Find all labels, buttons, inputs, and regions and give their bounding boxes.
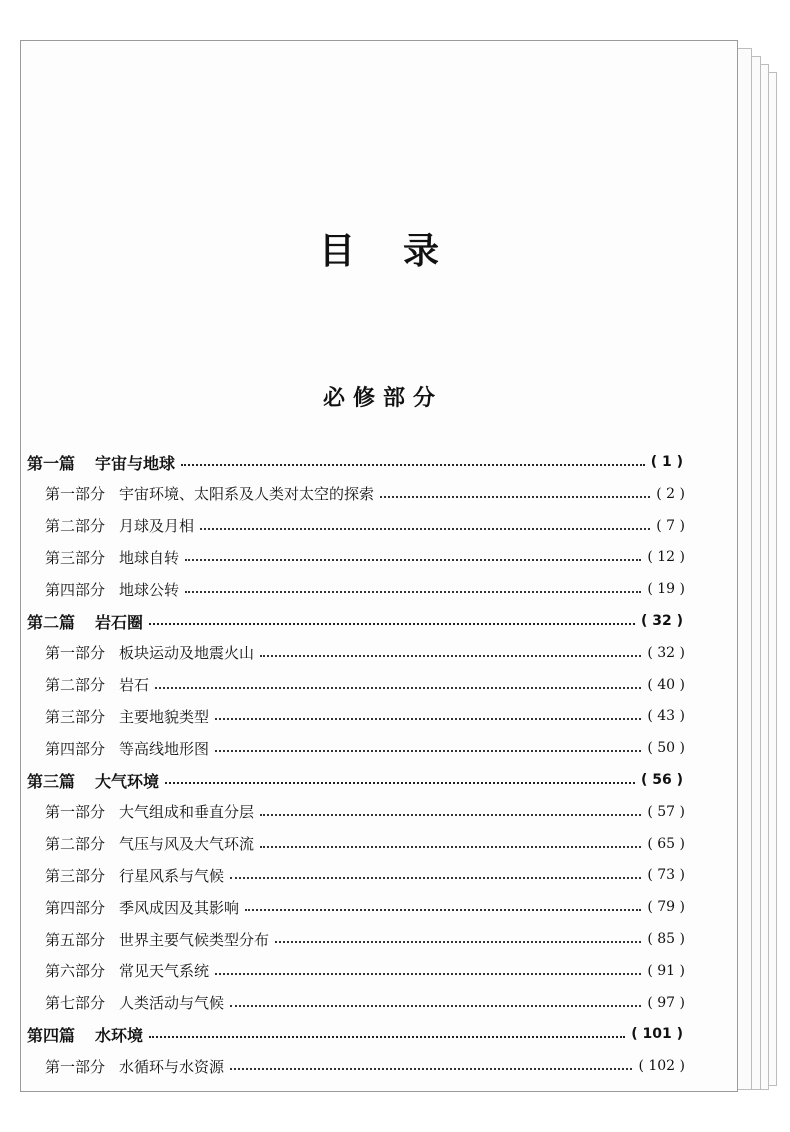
toc-page-number: ( 79 ): [647, 899, 685, 916]
toc-entry-title: 主要地貌类型: [119, 707, 210, 726]
toc-page: [20, 40, 738, 1092]
toc-page-number: ( 7 ): [656, 517, 685, 534]
toc-dot-leader: [165, 782, 635, 784]
page-edge-1: [738, 48, 752, 1090]
toc-dot-leader: [215, 718, 641, 720]
toc-part-entry: [27, 1021, 683, 1047]
toc-chapter-entry: [45, 544, 685, 570]
toc-chapter-entry: [45, 735, 685, 761]
toc-entry-number: 第四篇: [27, 1025, 76, 1045]
toc-entry-number: 第一部分: [45, 803, 106, 822]
toc-entry-title: 宇宙环境、太阳系及人类对太空的探索: [119, 485, 375, 504]
toc-entry-title: 水循环与水资源: [119, 1057, 225, 1076]
toc-page-number: ( 97 ): [647, 994, 685, 1011]
toc-chapter-entry: [45, 513, 685, 539]
toc-page-number: ( 85 ): [647, 931, 685, 947]
toc-dot-leader: [200, 528, 650, 530]
toc-entry-number: 第二部分: [45, 517, 106, 536]
toc-page-number: ( 101 ): [631, 1026, 683, 1043]
toc-dot-leader: [260, 655, 641, 657]
toc-entry-title: 月球及月相: [119, 517, 195, 536]
toc-chapter-entry: [45, 894, 685, 920]
toc-dot-leader: [215, 750, 641, 752]
toc-page-number: ( 19 ): [647, 581, 685, 598]
toc-page-number: ( 2 ): [656, 485, 685, 502]
toc-entry-title: 大气组成和垂直分层: [119, 803, 255, 822]
toc-entry-number: 第三篇: [27, 771, 76, 791]
toc-page-number: ( 56 ): [640, 772, 683, 788]
toc-entry-number: 第三部分: [45, 548, 106, 567]
toc-entry-number: 第五部分: [45, 930, 106, 949]
toc-entry-number: 第三部分: [45, 866, 106, 885]
toc-dot-leader: [149, 1036, 625, 1038]
toc-dot-leader: [245, 909, 641, 911]
toc-page-number: ( 50 ): [647, 740, 685, 757]
toc-chapter-entry: [45, 926, 685, 952]
toc-entry-number: 第四部分: [45, 739, 106, 758]
toc-dot-leader: [275, 941, 641, 943]
toc-chapter-entry: [45, 481, 685, 507]
toc-entry-title: 地球公转: [119, 580, 180, 599]
toc-dot-leader: [230, 1005, 641, 1007]
toc-entry-title: 地球自转: [119, 548, 180, 567]
toc-entry-number: 第六部分: [45, 962, 106, 981]
toc-dot-leader: [260, 846, 641, 848]
toc-chapter-entry: [45, 672, 685, 698]
toc-dot-leader: [185, 559, 641, 561]
toc-entry-number: 第四部分: [45, 898, 106, 917]
toc-chapter-entry: [45, 831, 685, 857]
toc-part-entry: [27, 608, 683, 634]
page-title: 目录: [318, 231, 487, 272]
toc-entry-title: 等高线地形图: [119, 739, 210, 758]
toc-page-number: ( 1 ): [650, 454, 683, 470]
toc-entry-title: 宇宙与地球: [95, 453, 176, 473]
toc-chapter-entry: [45, 958, 685, 984]
toc-page-number: ( 32 ): [640, 613, 683, 629]
toc-entry-title: 行星风系与气候: [119, 866, 225, 885]
toc-entry-number: 第一部分: [45, 644, 106, 663]
toc-page-number: ( 40 ): [647, 676, 685, 693]
toc-entry-number: 第一部分: [45, 1057, 106, 1076]
toc-entry-title: 板块运动及地震火山: [119, 644, 255, 663]
toc-part-entry: [27, 449, 683, 475]
toc-entry-title: 岩石: [119, 676, 150, 695]
toc-page-number: ( 12 ): [647, 549, 685, 566]
toc-entry-number: 第一部分: [45, 485, 106, 504]
toc-dot-leader: [215, 973, 641, 975]
toc-chapter-entry: [45, 640, 685, 666]
toc-dot-leader: [380, 496, 650, 498]
toc-chapter-entry: [45, 862, 685, 888]
toc-page-number: ( 91 ): [647, 962, 685, 979]
toc-entry-number: 第七部分: [45, 994, 106, 1013]
toc-page-number: ( 32 ): [647, 644, 685, 661]
toc-chapter-entry: [45, 576, 685, 602]
toc-entry-number: 第二部分: [45, 676, 106, 695]
toc-dot-leader: [149, 623, 635, 625]
toc-dot-leader: [181, 464, 645, 466]
toc-dot-leader: [230, 1068, 632, 1070]
toc-dot-leader: [260, 814, 641, 816]
toc-dot-leader: [230, 877, 641, 879]
toc-page-number: ( 102 ): [638, 1058, 685, 1075]
toc-entry-number: 第一篇: [27, 453, 76, 473]
toc-entry-title: 人类活动与气候: [119, 994, 225, 1013]
toc-page-number: ( 73 ): [647, 867, 685, 884]
toc-page-number: ( 65 ): [647, 835, 685, 852]
toc-entry-number: 第二篇: [27, 612, 76, 632]
toc-page-number: ( 57 ): [647, 803, 685, 820]
toc-dot-leader: [185, 591, 641, 593]
toc-chapter-entry: [45, 703, 685, 729]
section-title: 必修部分: [322, 386, 443, 411]
toc-entry-title: 季风成因及其影响: [119, 898, 240, 917]
toc-entry-title: 世界主要气候类型分布: [119, 930, 270, 949]
toc-entry-title: 气压与风及大气环流: [119, 835, 255, 854]
toc-entry-number: 第二部分: [45, 835, 106, 854]
toc-entry-number: 第三部分: [45, 707, 106, 726]
toc-entry-number: 第四部分: [45, 580, 106, 599]
toc-chapter-entry: [45, 990, 685, 1016]
toc-entry-title: 水环境: [95, 1025, 144, 1045]
toc-part-entry: [27, 767, 683, 793]
toc-dot-leader: [155, 687, 641, 689]
toc-entry-title: 大气环境: [95, 771, 160, 791]
toc-page-number: ( 43 ): [647, 708, 685, 725]
toc-chapter-entry: [45, 1053, 685, 1079]
toc-entry-title: 岩石圈: [95, 612, 144, 632]
toc-chapter-entry: [45, 799, 685, 825]
toc-entry-title: 常见天气系统: [119, 962, 210, 981]
